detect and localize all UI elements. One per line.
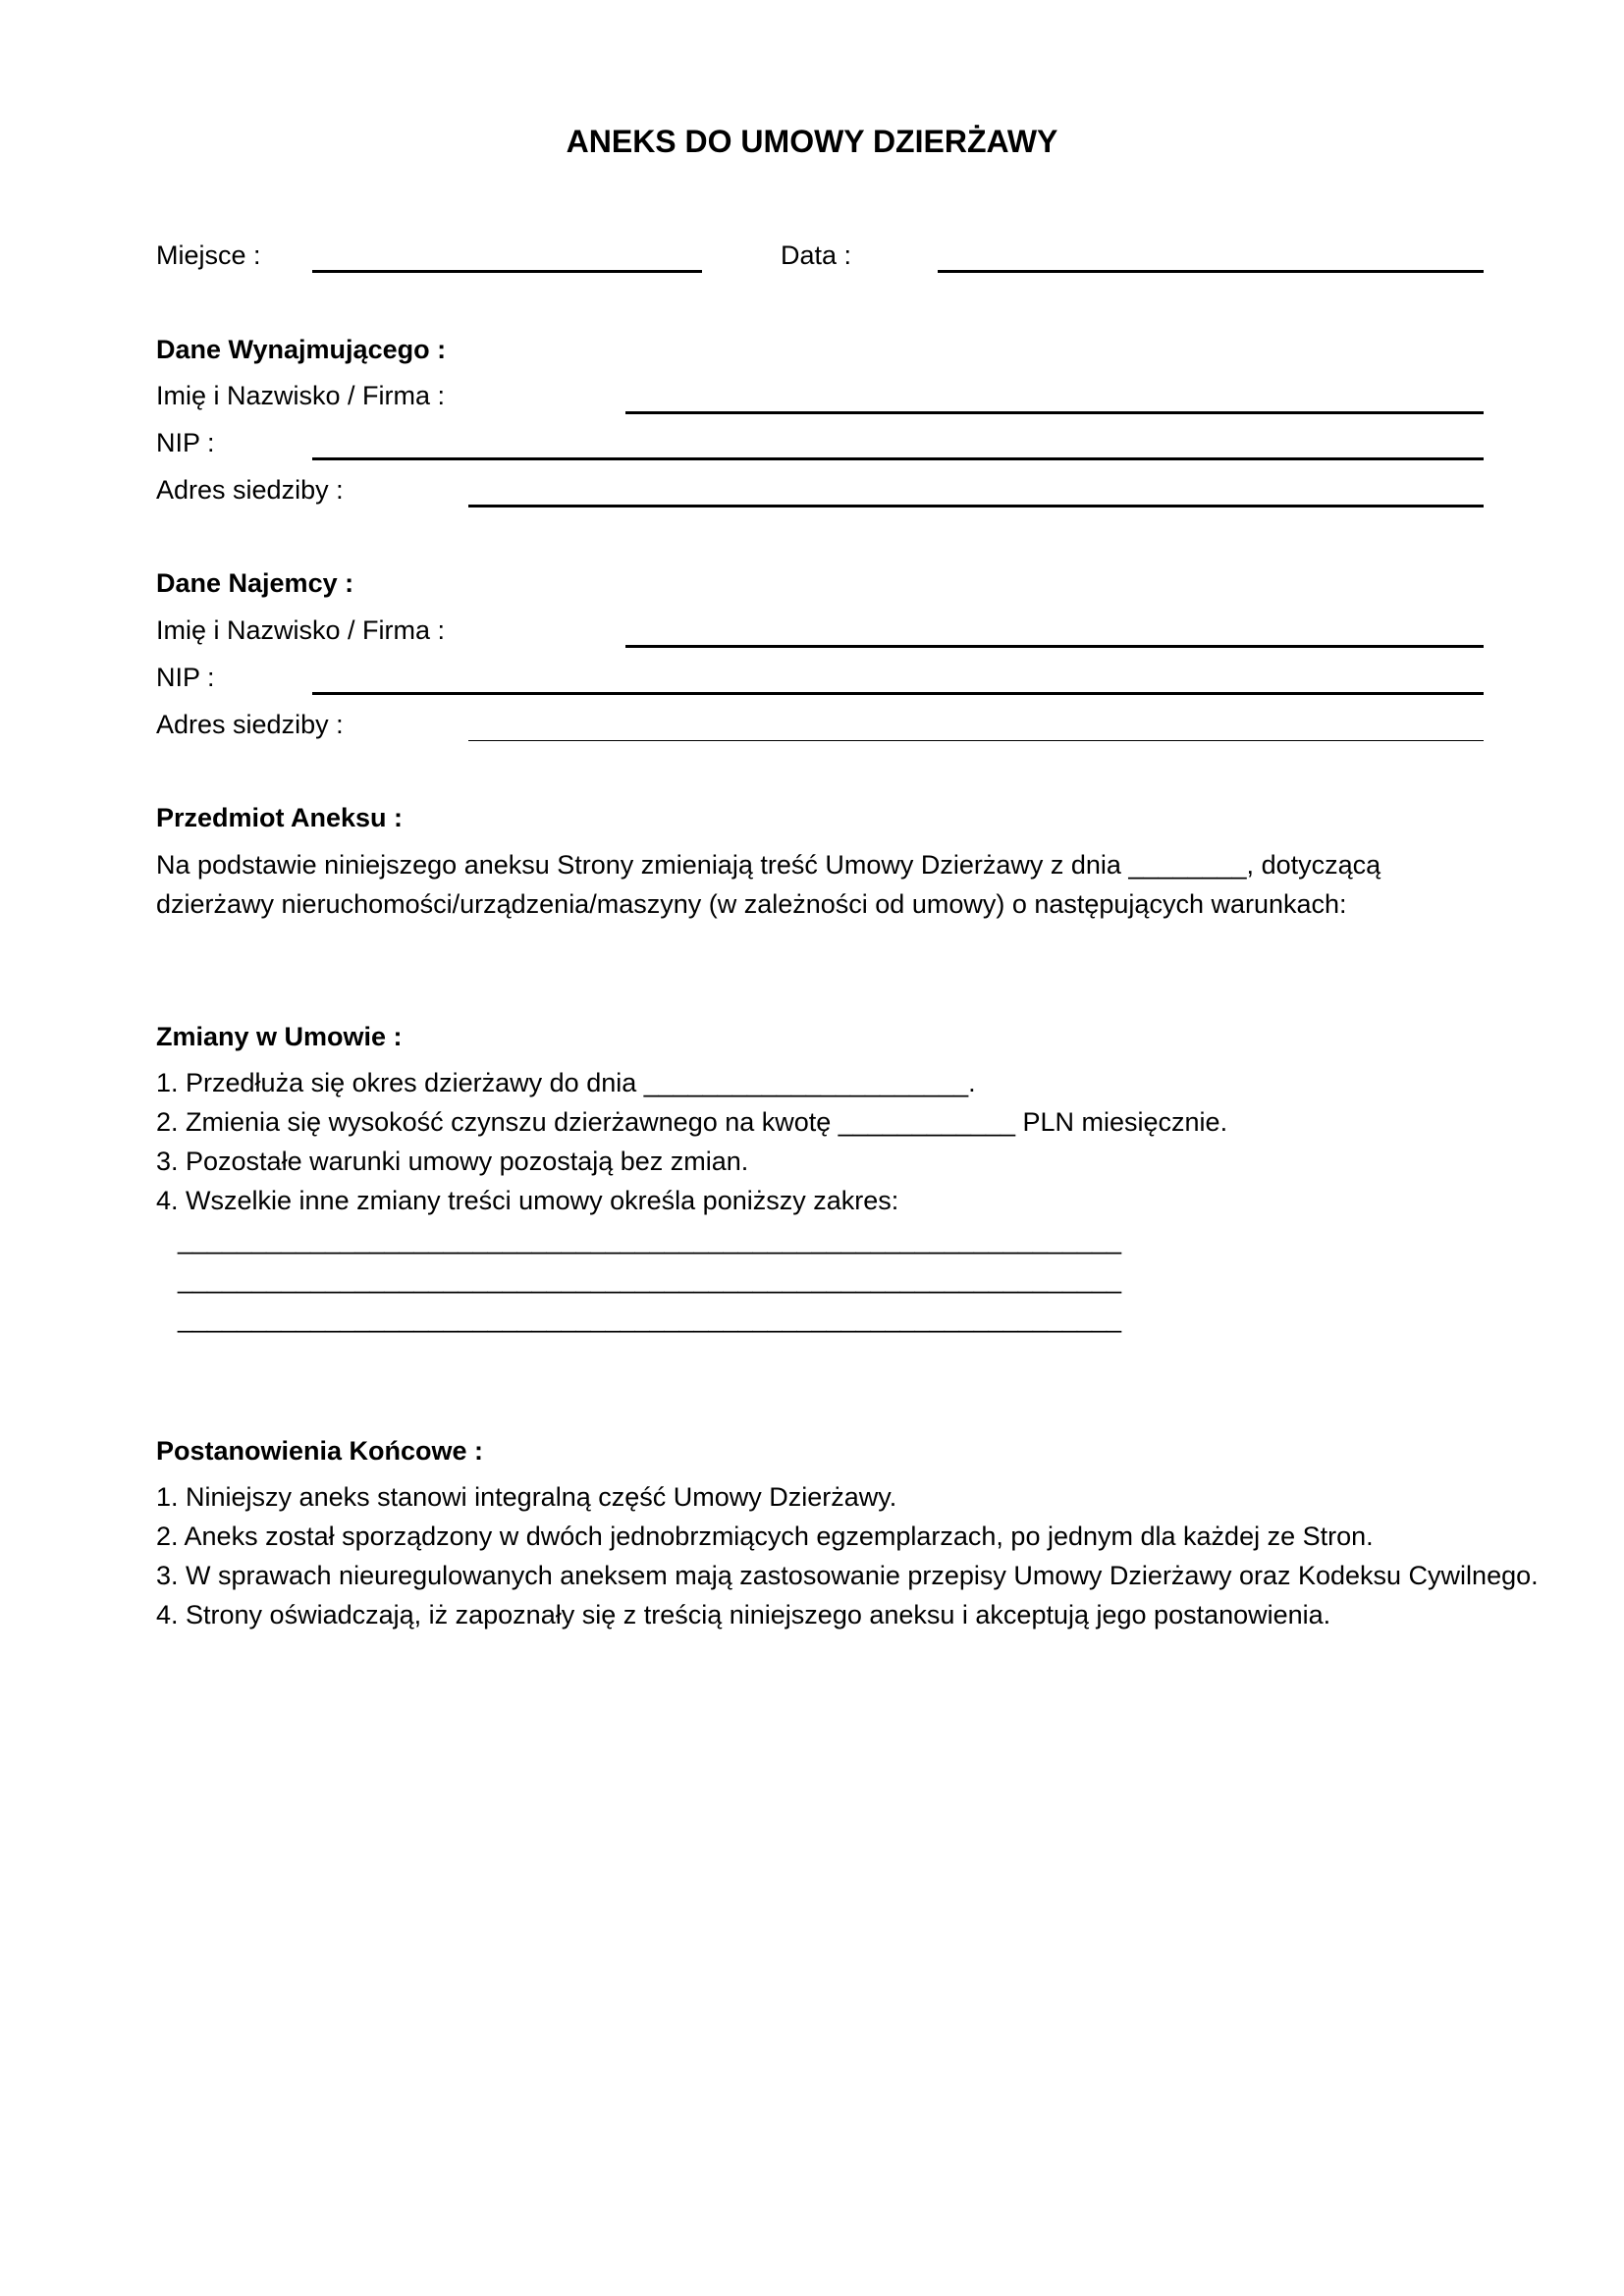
changes-heading: Zmiany w Umowie : bbox=[156, 1022, 403, 1051]
final-item-4: 4. Strony oświadczają, iż zapoznały się z treścią niniejszego aneksu i akceptują jego postanowienia. bbox=[156, 1600, 1331, 1629]
changes-item-3: 3. Pozostałe warunki umowy pozostają bez zmian. bbox=[156, 1147, 749, 1176]
lessee-nip-field-line[interactable] bbox=[312, 692, 1484, 695]
changes-blank-line-3[interactable]: ________________________________________________________________ bbox=[178, 1304, 1122, 1333]
subject-heading: Przedmiot Aneksu : bbox=[156, 803, 404, 832]
changes-item-2: 2. Zmienia się wysokość czynszu dzierżawnego na kwotę ____________ PLN miesięcznie. bbox=[156, 1107, 1228, 1137]
lessor-name-field-line[interactable] bbox=[625, 411, 1484, 414]
lessor-address-label: Adres siedziby : bbox=[156, 475, 344, 505]
changes-item-1: 1. Przedłuża się okres dzierżawy do dnia ______________________. bbox=[156, 1068, 976, 1097]
place-label: Miejsce : bbox=[156, 240, 261, 270]
changes-blank-line-1[interactable]: ________________________________________________________________ bbox=[178, 1225, 1122, 1255]
lessee-name-field-line[interactable] bbox=[625, 645, 1484, 648]
subject-line-2: dzierżawy nieruchomości/urządzenia/maszyny (w zależności od umowy) o następujących warunkach: bbox=[156, 889, 1347, 919]
final-item-3: 3. W sprawach nieuregulowanych aneksem mają zastosowanie przepisy Umowy Dzierżawy oraz Kodeksu Cywilnego. bbox=[156, 1561, 1539, 1590]
lessor-name-label: Imię i Nazwisko / Firma : bbox=[156, 381, 446, 410]
date-field-line[interactable] bbox=[938, 270, 1484, 273]
lessee-address-label: Adres siedziby : bbox=[156, 710, 344, 739]
place-field-line[interactable] bbox=[312, 270, 702, 273]
final-item-2: 2. Aneks został sporządzony w dwóch jednobrzmiących egzemplarzach, po jednym dla każdej ze Stron. bbox=[156, 1522, 1374, 1551]
lessor-heading: Dane Wynajmującego : bbox=[156, 335, 447, 364]
date-label: Data : bbox=[781, 240, 852, 270]
lessee-name-label: Imię i Nazwisko / Firma : bbox=[156, 615, 446, 645]
lessee-address-field-line[interactable] bbox=[468, 740, 1484, 741]
lessee-heading: Dane Najemcy : bbox=[156, 568, 354, 598]
lessee-nip-label: NIP : bbox=[156, 663, 215, 692]
lessor-address-field-line[interactable] bbox=[468, 505, 1484, 507]
lessor-nip-label: NIP : bbox=[156, 428, 215, 457]
final-item-1: 1. Niniejszy aneks stanowi integralną część Umowy Dzierżawy. bbox=[156, 1482, 897, 1512]
changes-blank-line-2[interactable]: ________________________________________________________________ bbox=[178, 1264, 1122, 1294]
lessor-nip-field-line[interactable] bbox=[312, 457, 1484, 460]
document-title: ANEKS DO UMOWY DZIERŻAWY bbox=[566, 124, 1058, 159]
subject-line-1: Na podstawie niniejszego aneksu Strony zmieniają treść Umowy Dzierżawy z dnia ________, dotyczącą bbox=[156, 850, 1381, 880]
final-heading: Postanowienia Końcowe : bbox=[156, 1436, 484, 1466]
changes-item-4: 4. Wszelkie inne zmiany treści umowy określa poniższy zakres: bbox=[156, 1186, 899, 1215]
